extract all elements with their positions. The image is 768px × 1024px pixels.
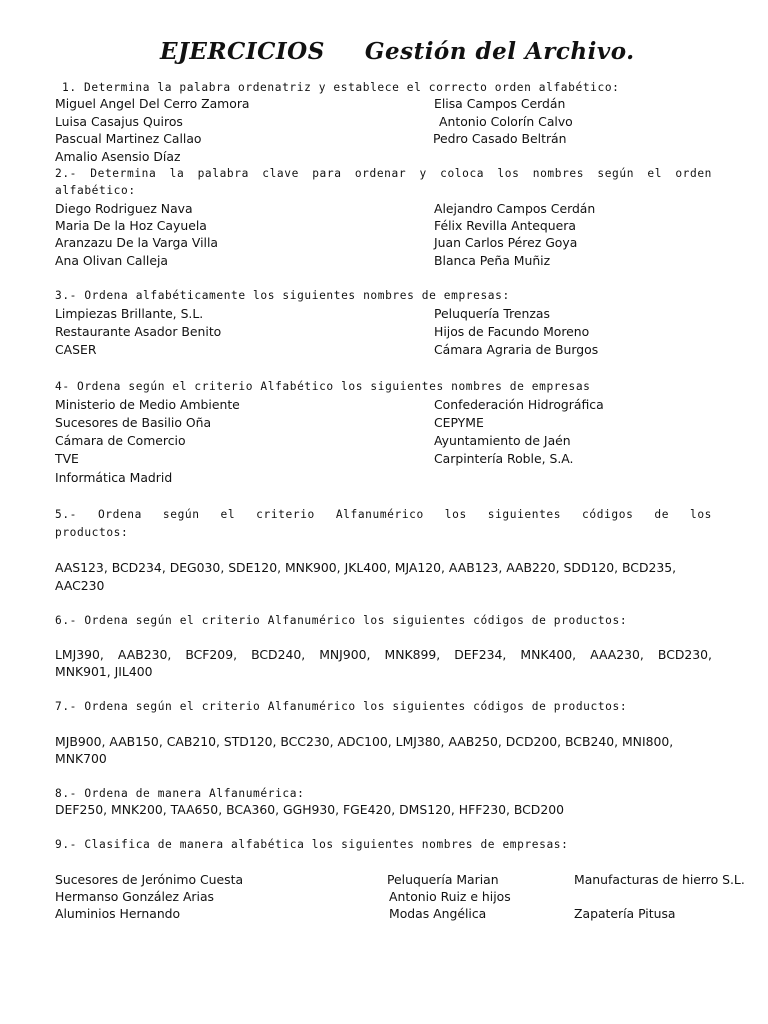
ex3-left-2: Restaurante Asador Benito bbox=[55, 324, 222, 339]
ex1-left-2: Luisa Casajus Quiros bbox=[55, 114, 183, 129]
ex4-right-3: Ayuntamiento de Jaén bbox=[434, 433, 571, 448]
ex9-col3-3: Zapatería Pitusa bbox=[574, 906, 676, 921]
ex4-row-4 bbox=[55, 451, 574, 466]
ex6-codes-line-1: LMJ390, AAB230, BCF209, BCD240, MNJ900, MNK899, DEF234, MNK400, AAA230, BCD230, bbox=[55, 647, 712, 662]
ex9-col1-2: Hermanso González Arias bbox=[55, 889, 215, 904]
ex2-left-3: Aranzazu De la Varga Villa bbox=[55, 235, 218, 250]
ex4-right-1: Confederación Hidrográfica bbox=[434, 397, 604, 412]
ex1-row-1 bbox=[55, 96, 566, 111]
ex3-row-3 bbox=[55, 342, 599, 357]
ex2-heading-line-1: 2.- Determina la palabra clave para ordenar y coloca los nombres según el orden bbox=[55, 167, 712, 180]
ex4-heading: 4- Ordena según el criterio Alfabético los siguientes nombres de empresas bbox=[55, 380, 591, 393]
ex1-left-1: Miguel Angel Del Cerro Zamora bbox=[55, 96, 250, 111]
ex4-left-4: TVE bbox=[55, 451, 79, 466]
ex7-heading: 7.- Ordena según el criterio Alfanumérico los siguientes códigos de productos: bbox=[55, 700, 628, 713]
title-gestion-archivo: Gestión del Archivo. bbox=[364, 38, 635, 65]
ex9-col2-2: Antonio Ruiz e hijos bbox=[389, 889, 511, 904]
ex2-row-4 bbox=[55, 253, 551, 268]
ex2-row-3 bbox=[55, 235, 578, 250]
ex5-heading-line-2: productos: bbox=[55, 526, 129, 539]
ex2-row-2 bbox=[55, 218, 576, 233]
ex8-codes: DEF250, MNK200, TAA650, BCA360, GGH930, FGE420, DMS120, HFF230, BCD200 bbox=[55, 802, 564, 817]
ex3-left-3: CASER bbox=[55, 342, 97, 357]
ex9-row-3 bbox=[55, 906, 676, 921]
ex2-row-1 bbox=[55, 201, 596, 216]
ex1-left-3: Pascual Martinez Callao bbox=[55, 131, 202, 146]
ex9-col2-3: Modas Angélica bbox=[389, 906, 487, 921]
ex2-left-2: Maria De la Hoz Cayuela bbox=[55, 218, 207, 233]
ex1-row-3 bbox=[55, 131, 567, 146]
ex5-heading-line-1: 5.- Ordena según el criterio Alfanumérico los siguientes códigos de los bbox=[55, 508, 712, 521]
ex7-codes-line-1: MJB900, AAB150, CAB210, STD120, BCC230, ADC100, LMJ380, AAB250, DCD200, BCB240, MNI800, bbox=[55, 734, 674, 749]
ex4-row-1 bbox=[55, 397, 604, 412]
ex4-left-5: Informática Madrid bbox=[55, 470, 173, 485]
ex9-heading: 9.- Clasifica de manera alfabética los siguientes nombres de empresas: bbox=[55, 838, 569, 851]
title-ejercicios: EJERCICIOS bbox=[160, 38, 325, 65]
ex3-right-2: Hijos de Facundo Moreno bbox=[434, 324, 590, 339]
ex9-col1-1: Sucesores de Jerónimo Cuesta bbox=[55, 872, 244, 887]
ex1-left-4: Amalio Asensio Díaz bbox=[55, 149, 181, 164]
ex5-codes-line-1: AAS123, BCD234, DEG030, SDE120, MNK900, JKL400, MJA120, AAB123, AAB220, SDD120, BCD235, bbox=[55, 560, 677, 575]
ex3-row-2 bbox=[55, 324, 590, 339]
ex9-col1-3: Aluminios Hernando bbox=[55, 906, 181, 921]
ex9-row-1 bbox=[55, 872, 745, 887]
ex2-right-1: Alejandro Campos Cerdán bbox=[434, 201, 596, 216]
ex4-left-1: Ministerio de Medio Ambiente bbox=[55, 397, 240, 412]
ex2-heading-line-2: alfabético: bbox=[55, 184, 136, 197]
ex8-heading: 8.- Ordena de manera Alfanumérica: bbox=[55, 787, 305, 800]
ex2-left-4: Ana Olivan Calleja bbox=[55, 253, 169, 268]
ex2-right-2: Félix Revilla Antequera bbox=[434, 218, 576, 233]
ex1-right-3: Pedro Casado Beltrán bbox=[433, 131, 567, 146]
ex3-right-3: Cámara Agraria de Burgos bbox=[434, 342, 599, 357]
ex1-right-1: Elisa Campos Cerdán bbox=[434, 96, 566, 111]
ex4-right-4: Carpintería Roble, S.A. bbox=[434, 451, 574, 466]
ex9-col2-1: Peluquería Marian bbox=[387, 872, 499, 887]
ex9-row-2 bbox=[55, 889, 511, 904]
ex3-row-1 bbox=[55, 306, 550, 321]
ex4-left-3: Cámara de Comercio bbox=[55, 433, 186, 448]
ex4-row-3 bbox=[55, 433, 571, 448]
ex2-right-4: Blanca Peña Muñiz bbox=[434, 253, 551, 268]
ex7-codes-line-2: MNK700 bbox=[55, 751, 107, 766]
ex4-row-2 bbox=[55, 415, 484, 430]
ex3-heading: 3.- Ordena alfabéticamente los siguientes nombres de empresas: bbox=[55, 289, 510, 302]
ex6-codes-line-2: MNK901, JIL400 bbox=[55, 664, 153, 679]
page-title bbox=[160, 38, 635, 65]
ex1-row-2 bbox=[55, 114, 573, 129]
ex2-left-1: Diego Rodriguez Nava bbox=[55, 201, 193, 216]
ex2-right-3: Juan Carlos Pérez Goya bbox=[434, 235, 578, 250]
ex1-heading: 1. Determina la palabra ordenatriz y establece el correcto orden alfabético: bbox=[62, 81, 620, 94]
ex3-right-1: Peluquería Trenzas bbox=[434, 306, 550, 321]
ex6-heading: 6.- Ordena según el criterio Alfanumérico los siguientes códigos de productos: bbox=[55, 614, 628, 627]
ex9-col3-1: Manufacturas de hierro S.L. bbox=[574, 872, 745, 887]
ex4-right-2: CEPYME bbox=[434, 415, 484, 430]
ex1-right-2: Antonio Colorín Calvo bbox=[439, 114, 573, 129]
ex4-left-2: Sucesores de Basilio Oña bbox=[55, 415, 212, 430]
ex5-codes-line-2: AAC230 bbox=[55, 578, 105, 593]
ex3-left-1: Limpiezas Brillante, S.L. bbox=[55, 306, 204, 321]
